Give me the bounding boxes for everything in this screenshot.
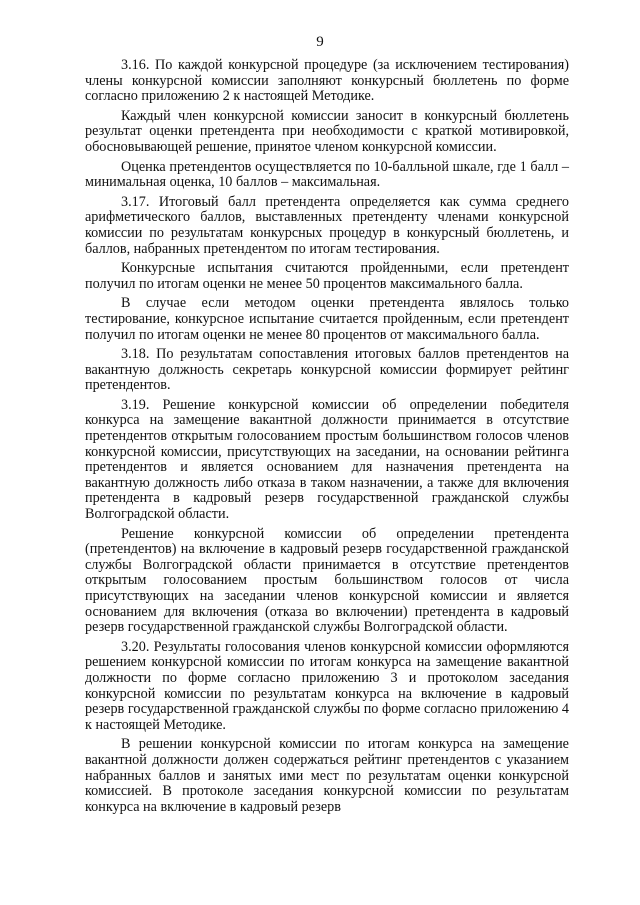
paragraph-bulletin-entry: Каждый член конкурсной комиссии заносит в конкурсный бюллетень результат оценки претендента при необходимости с краткой мотивировкой, обосновывающей решение, принятое членом конкурсной комиссии. bbox=[85, 107, 569, 155]
paragraph-3-16: 3.16. По каждой конкурсной процедуре (за исключением тестирования) члены конкурсной комиссии заполняют конкурсный бюллетень по форме согласно приложению 2 к настоящей Методике. bbox=[85, 57, 569, 105]
paragraph-testing-threshold: В случае если методом оценки претендента являлось только тестирование, конкурсное испытание считается пройденным, если претендент получил по итогам оценки не менее 80 процентов от максимального балла. bbox=[85, 295, 569, 343]
paragraph-pass-threshold: Конкурсные испытания считаются пройденными, если претендент получил по итогам оценки не менее 50 процентов максимального балла. bbox=[85, 260, 569, 292]
paragraph-rating-scale: Оценка претендентов осуществляется по 10-балльной шкале, где 1 балл – минимальная оценка, 10 баллов – максимальная. bbox=[85, 158, 569, 191]
page-number: 9 bbox=[316, 34, 324, 50]
document-body bbox=[85, 58, 569, 819]
paragraph-3-19: 3.19. Решение конкурсной комиссии об определении победителя конкурса на замещение вакантной должности принимается в отсутствие претендентов открытым голосованием простым большинством голосов членов конкурсной комиссии, присутствующих на заседании, на основании рейтинга претендентов и является основанием для назначения претендента на вакантную должность либо отказа в таком назначении, а также для включения претендента в кадровый резерв государственной гражданской службы Волгоградской области. bbox=[85, 396, 569, 523]
paragraph-3-20: 3.20. Результаты голосования членов конкурсной комиссии оформляются решением конкурсной комиссии по итогам конкурса на замещение вакантной должности по форме согласно приложению 3 и протоколом заседания конкурсной комиссии по результатам конкурса на включение в кадровый резерв государственной гражданской службы по форме согласно приложению 4 к настоящей Методике. bbox=[85, 638, 569, 733]
paragraph-reserve-decision: Решение конкурсной комиссии об определении претендента (претендентов) на включение в кадровый резерв государственной гражданской службы Волгоградской области принимается в отсутствие претендентов открытым голосованием простым большинством голосов от числа присутствующих на заседании членов конкурсной комиссии и является основанием для включения (отказа во включении) претендента в кадровый резерв государственной гражданской службы Волгоградской области. bbox=[85, 525, 569, 636]
paragraph-3-18: 3.18. По результатам сопоставления итоговых баллов претендентов на вакантную должность секретарь конкурсной комиссии формирует рейтинг претендентов. bbox=[85, 346, 569, 394]
paragraph-decision-content: В решении конкурсной комиссии по итогам конкурса на замещение вакантной должности должен содержаться рейтинг претендентов с указанием набранных баллов и занятых ими мест по результатам оценки конкурсной комиссией. В протоколе заседания конкурсной комиссии по результатам конкурса на включение в кадровый резерв bbox=[85, 736, 569, 815]
paragraph-3-17: 3.17. Итоговый балл претендента определяется как сумма среднего арифметического баллов, выставленных претенденту членами конкурсной комиссии по результатам конкурсных процедур в конкурсный бюллетень, и баллов, набранных претендентом по итогам тестирования. bbox=[85, 193, 569, 257]
